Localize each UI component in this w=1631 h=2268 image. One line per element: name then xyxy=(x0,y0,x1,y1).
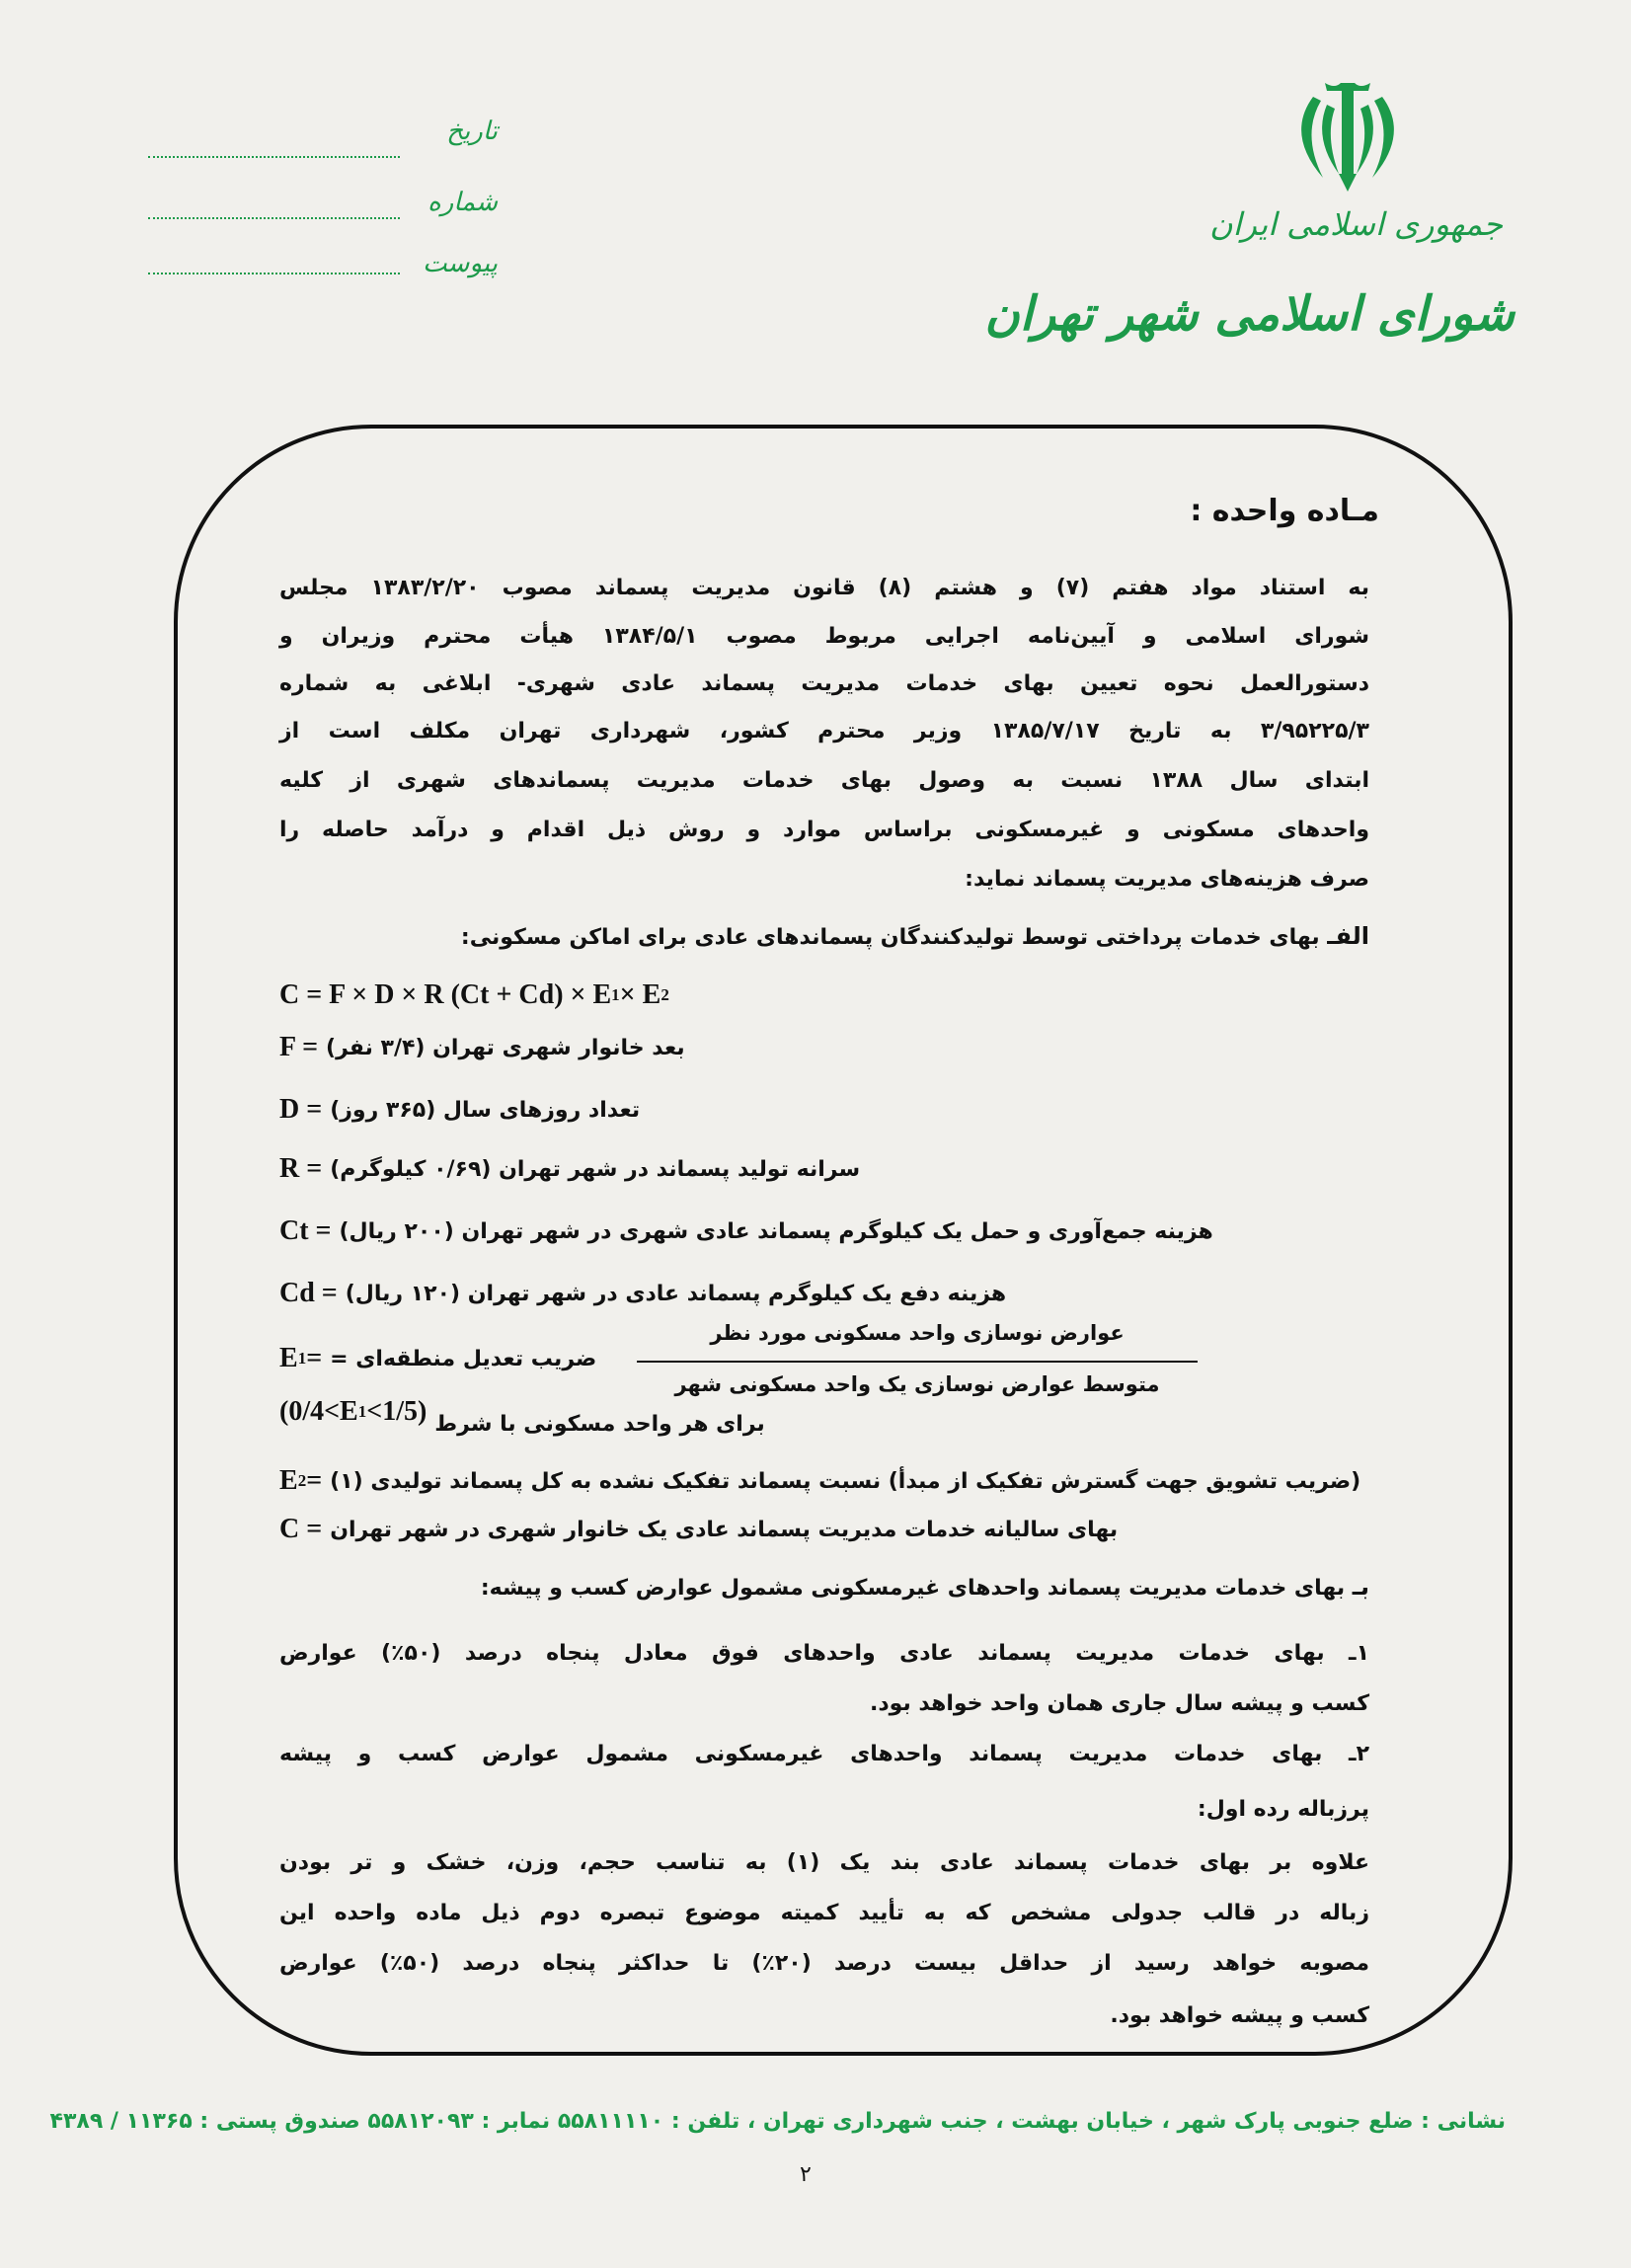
definition-text: تعداد روزهای سال (۳۶۵ روز) xyxy=(330,1097,641,1123)
symbol-sup: 2 xyxy=(297,1471,307,1490)
symbol-eq: = xyxy=(306,1343,323,1373)
page-number: ۲ xyxy=(800,2162,812,2187)
symbol: E xyxy=(279,1343,298,1373)
intro-line: صرف هزینه‌های مدیریت پسماند نماید: xyxy=(965,867,1369,892)
definition-e2 xyxy=(279,1461,1360,1501)
section-b-line: ۱ـ بهای خدمات مدیریت پسماند عادی واحدهای فوق معادل پنجاه درصد (۵۰٪) عوارض xyxy=(279,1641,1369,1666)
symbol: E xyxy=(279,1465,298,1496)
section-b-line: کسب و پیشه خواهد بود. xyxy=(1110,2003,1369,2028)
intro-line: ۳/۹۵۲۲۵/۳ به تاریخ ۱۳۸۵/۷/۱۷ وزیر محترم کشور، شهرداری تهران مکلف است از xyxy=(279,719,1369,743)
date-label: تاریخ xyxy=(446,117,498,146)
formula-sup: 1 xyxy=(611,985,620,1004)
intro-line: واحدهای مسکونی و غیرمسکونی براساس موارد و روش ذیل اقدام و درآمد حاصله را xyxy=(279,818,1369,842)
intro-line: ابتدای سال ۱۳۸۸ نسبت به وصول بهای خدمات مدیریت پسماندهای شهری از کلیه xyxy=(279,768,1369,793)
intro-line: دستورالعمل نحوه تعیین بهای خدمات مدیریت پسماند عادی شهری- ابلاغی به شماره xyxy=(279,671,1369,696)
intro-line: شورای اسلامی و آیین‌نامه اجرایی مربوط مصوب ۱۳۸۴/۵/۱ هیأت محترم وزیران و xyxy=(279,624,1369,649)
attachment-label: پیوست xyxy=(423,249,498,278)
number-label: شماره xyxy=(427,188,498,217)
definition-r xyxy=(279,1149,860,1189)
emblem-icon xyxy=(1283,75,1412,194)
condition-sup: 1 xyxy=(357,1402,367,1421)
section-b-prefix: بـ xyxy=(1352,1573,1369,1601)
definition-text: هزینه جمع‌آوری و حمل یک کیلوگرم پسماند عادی شهری در شهر تهران (۲۰۰ ریال) xyxy=(339,1218,1213,1244)
section-a-heading xyxy=(279,916,1369,956)
section-b-line: علاوه بر بهای خدمات پسماند عادی بند یک (۱) به تناسب حجم، وزن، خشک و تر بودن xyxy=(279,1850,1369,1875)
number-dotted-line xyxy=(148,217,400,219)
formula-part: × E xyxy=(619,979,661,1010)
definition-text: هزینه دفع یک کیلوگرم پسماند عادی در شهر تهران (۱۲۰ ریال) xyxy=(345,1281,1007,1306)
definition-f xyxy=(279,1028,685,1067)
definition-text: سرانه تولید پسماند در شهر تهران (۰/۶۹ کیلوگرم) xyxy=(330,1156,861,1182)
definition-text: بعد خانوار شهری تهران (۳/۴ نفر) xyxy=(326,1035,685,1060)
symbol-eq: = xyxy=(306,1465,323,1496)
condition-part: <1/5) xyxy=(366,1396,427,1427)
definition-c xyxy=(279,1510,1118,1549)
symbol: Ct = xyxy=(279,1215,332,1246)
article-title: مـاده واحده : xyxy=(1190,494,1379,528)
definition-ct xyxy=(279,1212,1213,1251)
symbol: R = xyxy=(279,1153,323,1184)
section-b-line: پرزباله رده اول: xyxy=(1197,1797,1369,1822)
fraction-numerator: عوارض نوسازی واحد مسکونی مورد نظر xyxy=(710,1321,1125,1345)
definition-text: (ضریب تشویق جهت گسترش تفکیک از مبدأ) نسبت پسماند تفکیک نشده به کل پسماند تولیدی (۱) xyxy=(330,1468,1361,1494)
section-b-line: مصوبه خواهد رسید از حداقل بیست درصد (۲۰٪) تا حداکثر پنجاه درصد (۵۰٪) عوارض xyxy=(279,1951,1369,1976)
definition-cd xyxy=(279,1274,1006,1313)
section-b-heading xyxy=(279,1567,1369,1606)
condition-part: (0/4<E xyxy=(279,1396,358,1427)
fraction-denominator: متوسط عوارض نوسازی یک واحد مسکونی شهر xyxy=(674,1372,1160,1396)
formula-part: C = F × D × R (Ct + Cd) × E xyxy=(279,979,612,1010)
symbol: C = xyxy=(279,1514,323,1544)
country-name: جمهوری اسلامی ایران xyxy=(1209,205,1503,243)
date-dotted-line xyxy=(148,156,400,158)
intro-line: به استناد مواد هفتم (۷) و هشتم (۸) قانون مدیریت پسماند مصوب ۱۳۸۳/۲/۲۰ مجلس xyxy=(279,576,1370,600)
definition-e1 xyxy=(279,1339,596,1378)
definition-d xyxy=(279,1090,640,1130)
symbol: D = xyxy=(279,1094,323,1125)
section-a-prefix: الفـ xyxy=(1327,922,1369,950)
section-b-heading-text: بهای خدمات مدیریت پسماند واحدهای غیرمسکونی مشمول عوارض کسب و پیشه: xyxy=(480,1576,1353,1601)
council-name: شورای اسلامی شهر تهران xyxy=(984,286,1514,342)
formula-sup: 2 xyxy=(660,985,669,1004)
attachment-dotted-line xyxy=(148,273,400,274)
symbol-sup: 1 xyxy=(297,1349,307,1368)
section-b-line: زباله در قالب جدولی مشخص که به تأیید کمیته موضوع تبصره دوم ذیل ماده واحده این xyxy=(279,1901,1369,1925)
symbol: Cd = xyxy=(279,1278,338,1308)
section-b-line: ۲ـ بهای خدمات مدیریت پسماند واحدهای غیرمسکونی مشمول عوارض کسب و پیشه xyxy=(279,1742,1369,1766)
condition-text: برای هر واحد مسکونی با شرط xyxy=(434,1411,765,1437)
section-a-heading-text: بهای خدمات پرداختی توسط تولیدکنندگان پسماندهای عادی برای اماکن مسکونی: xyxy=(460,925,1328,950)
definition-text: بهای سالیانه خدمات مدیریت پسماند عادی یک خانوار شهری در شهر تهران xyxy=(330,1517,1119,1542)
fraction-bar xyxy=(637,1361,1198,1363)
section-b-line: کسب و پیشه سال جاری همان واحد خواهد بود. xyxy=(870,1691,1369,1716)
footer-address: نشانی : ضلع جنوبی پارک شهر ، خیابان بهشت ، جنب شهرداری تهران ، تلفن : ۵۵۸۱۱۱۱۰ نمابر : ۵۵۸۱۲۰۹۳ صندوق پستی : ۱۱۳۶۵ / ۴۳۸۹ xyxy=(49,2109,1506,2134)
e1-label: ضریب تعدیل منطقه‌ای = xyxy=(330,1346,597,1371)
main-formula xyxy=(279,976,669,1015)
e1-condition xyxy=(279,1392,765,1437)
symbol: F = xyxy=(279,1032,319,1062)
